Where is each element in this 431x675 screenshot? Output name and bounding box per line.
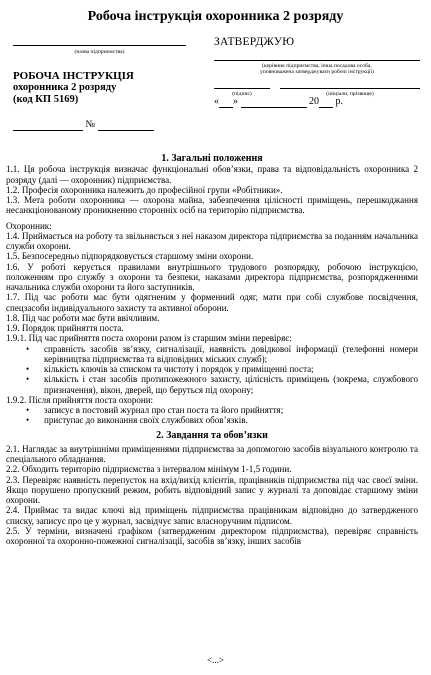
initials-line [280, 88, 420, 89]
doc-heading-line-1: РОБОЧА ІНСТРУКЦІЯ [13, 70, 134, 82]
signature-line [214, 88, 270, 89]
initials-caption: (ініціали, прізвище) [326, 91, 374, 97]
paragraph-1-4: 1.4. Приймається на роботу та звільняється з неї наказом директора підприємства за поданням начальника служби охорони. [6, 230, 418, 251]
bullet-icon: • [26, 374, 30, 385]
bullet-icon: • [26, 405, 30, 415]
paragraph-1-9-1: 1.9.1. Під час прийняття поста охорони разом із старшим зміни перевіряє: [6, 333, 292, 344]
date-year-prefix: 20 [309, 96, 319, 107]
doc-heading-line-3: (код КП 5169) [13, 94, 79, 105]
date-month-blank [241, 96, 307, 108]
paragraph-1-9-2: 1.9.2. Після прийняття поста охорони: [6, 394, 154, 405]
paragraph-1-6: 1.6. У роботі керується правилами внутрішнього трудового розпорядку, робочою інструкцією, положенням про службу з охорони та безпеки, наказами директора підприємства, розпорядженнями начальника служби охорони та його заступників. [6, 261, 418, 292]
date-open-quote: « [214, 96, 219, 107]
bullet-icon: • [26, 415, 30, 426]
list-item: • записує в постовий журнал про стан поста та його прийняття; [26, 405, 284, 415]
list-item: • кількість і стан засобів протипожежного захисту, цілісність приміщень (зокрема, службового призначення), вікон, дверей, що беруться під охорону; [26, 374, 418, 395]
date-year-blank [319, 96, 333, 108]
date-suffix: р. [335, 96, 343, 107]
paragraph-1-5: 1.5. Безпосередньо підпорядковується старшому зміни охорони. [6, 251, 254, 262]
approver-line-1 [214, 60, 420, 61]
approver-caption-2: уповноважена затверджувати робочі інструкції) [260, 69, 374, 75]
guard-label: Охоронник: [6, 220, 52, 231]
paragraph-2-2: 2.2. Обходить територію підприємства з інтервалом мінімум 1-1,5 години. [6, 464, 292, 475]
list-item: • приступає до виконання своїх службових обов’язків. [26, 415, 248, 426]
doc-heading [13, 70, 134, 106]
date-day-blank [219, 96, 233, 108]
paragraph-1-9: 1.9. Порядок прийняття поста. [6, 323, 124, 333]
paragraph-1-7: 1.7. Під час роботи має бути одягненим у форменний одяг, мати при собі службове посвідчення, спецзасоби індивідуального захисту та активної оборони. [6, 292, 418, 313]
paragraph-2-4: 2.4. Приймає та видає ключі від приміщень підприємства працівникам відповідно до затвердженого списку, записує про це у журнал, засвідчує запис власноручним підписом. [6, 505, 418, 526]
doc-heading-line-2: охоронника 2 розряду [13, 82, 117, 93]
paragraph-1-2: 1.2. Професія охоронника належить до професійної групи «Робітники». [6, 184, 283, 195]
paragraph-2-5: 2.5. У терміни, визначені графіком (затвердженим директором підприємства), перевіряє справність охоронної та охоронно-пожежної сигналізації, засобів зв’язку, інших засобів [6, 525, 418, 546]
paragraph-1-3: 1.3. Мета роботи охоронника — охорона майна, забезпечення цілісності приміщень, перешкоджання несанкціонованому проникненню сторонніх осіб на територію підприємства. [6, 195, 418, 216]
paragraph-1-8: 1.8. Під час роботи має бути ввічливим. [6, 312, 160, 323]
doc-number-sign: № [85, 119, 96, 130]
list-item: • справність засобів зв’язку, сигналізації, наявність довідкової інформації (телефонні номери керівництва підприємства та відповідних міських служб); [26, 343, 418, 364]
page-marker: <...> [207, 655, 224, 665]
date-close-quote: » [233, 96, 238, 107]
org-caption: (назва підприємства) [74, 49, 125, 55]
org-name-line [13, 45, 186, 46]
approve-label: ЗАТВЕРДЖУЮ [214, 36, 295, 48]
approval-date [214, 96, 343, 108]
doc-number-blank [98, 119, 154, 131]
signature-caption: (підпис) [232, 91, 252, 97]
paragraph-2-3: 2.3. Перевіряє наявність перепусток на вхід/вихід клієнтів, працівників підприємства під час своєї зміни. Якщо порушено пропускний режим, робить відповідний запис у журналі та доповідає старшому зміни охорони. [6, 474, 418, 505]
doc-date-blank [13, 119, 83, 131]
approver-caption-1: (керівник підприємства, інша посадова особа, [262, 63, 372, 69]
doc-number [13, 119, 154, 131]
document-body [6, 154, 418, 546]
list-item: • кількість ключів за списком та чистоту і порядок у приміщенні поста; [26, 364, 314, 374]
paragraph-1-1: 1.1. Ця робоча інструкція визначає функціональні обов’язки, права та відповідальність охоронника 2 розряду (далі — охоронник) підприємства. [6, 164, 418, 185]
section-1-title: 1. Загальні положення [161, 153, 263, 164]
bullet-icon: • [26, 364, 30, 374]
document-title: Робоча інструкція охоронника 2 розряду [87, 9, 344, 24]
paragraph-2-1: 2.1. Наглядає за внутрішніми приміщеннями підприємства за допомогою засобів візуального контролю та спеціального обладнання. [6, 443, 418, 464]
bullet-icon: • [26, 343, 30, 354]
section-2-title: 2. Завдання та обов’язки [156, 429, 268, 441]
